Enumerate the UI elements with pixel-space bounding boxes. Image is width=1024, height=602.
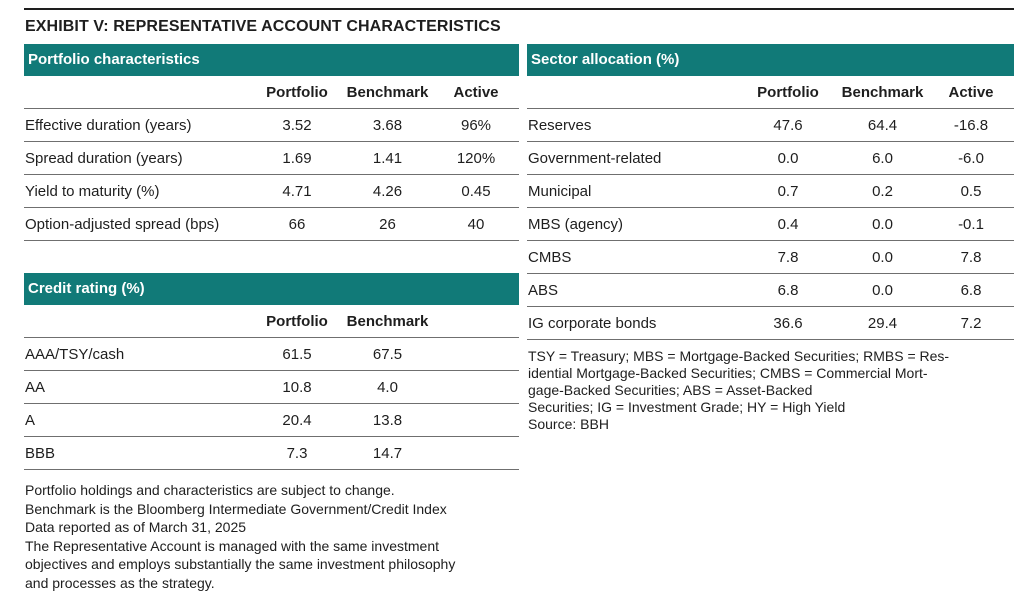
table-row <box>527 175 1014 208</box>
empty-cell <box>433 338 519 371</box>
row-label: Reserves <box>527 109 739 142</box>
sector-abbreviation-notes <box>528 348 1008 433</box>
column-header-blank <box>24 305 252 338</box>
row-label: BBB <box>24 437 252 470</box>
table-row <box>24 109 519 142</box>
footnote-line: objectives and employs substantially the same investment philosophy <box>25 556 456 572</box>
empty-cell <box>433 437 519 470</box>
note-line: idential Mortgage-Backed Securities; CMBS = Commercial Mort- <box>528 365 928 381</box>
portfolio-value: 7.8 <box>739 241 837 274</box>
table-row <box>527 241 1014 274</box>
credit-rating-panel <box>24 273 519 470</box>
active-value: 0.45 <box>433 175 519 208</box>
table-row <box>527 208 1014 241</box>
header-row <box>527 76 1014 109</box>
sector-allocation-title: Sector allocation (%) <box>527 44 1014 76</box>
credit-rating-table <box>24 305 519 470</box>
row-label: Municipal <box>527 175 739 208</box>
header-row <box>24 76 519 109</box>
portfolio-characteristics-title: Portfolio characteristics <box>24 44 519 76</box>
sector-allocation-table <box>527 76 1014 340</box>
benchmark-value: 1.41 <box>342 142 433 175</box>
portfolio-value: 36.6 <box>739 307 837 340</box>
portfolio-characteristics-panel <box>24 44 519 241</box>
portfolio-characteristics-table <box>24 76 519 241</box>
row-label: A <box>24 404 252 437</box>
portfolio-value: 0.0 <box>739 142 837 175</box>
table-row <box>527 274 1014 307</box>
credit-rating-title: Credit rating (%) <box>24 273 519 305</box>
benchmark-value: 26 <box>342 208 433 241</box>
empty-cell <box>433 404 519 437</box>
portfolio-value: 3.52 <box>252 109 342 142</box>
active-value: -16.8 <box>928 109 1014 142</box>
portfolio-value: 0.4 <box>739 208 837 241</box>
table-row <box>527 109 1014 142</box>
column-header-portfolio: Portfolio <box>252 305 342 338</box>
portfolio-value: 4.71 <box>252 175 342 208</box>
benchmark-value: 4.0 <box>342 371 433 404</box>
portfolio-value: 47.6 <box>739 109 837 142</box>
benchmark-value: 29.4 <box>837 307 928 340</box>
footnote-line: The Representative Account is managed with the same investment <box>25 537 439 554</box>
column-header-empty <box>433 305 519 338</box>
active-value: 7.8 <box>928 241 1014 274</box>
column-header-blank <box>24 76 252 109</box>
column-header-active: Active <box>928 76 1014 109</box>
footnotes <box>25 481 520 592</box>
row-label: Option-adjusted spread (bps) <box>24 208 252 241</box>
portfolio-value: 61.5 <box>252 338 342 371</box>
benchmark-value: 64.4 <box>837 109 928 142</box>
portfolio-value: 0.7 <box>739 175 837 208</box>
sector-allocation-panel <box>527 44 1014 340</box>
row-label: IG corporate bonds <box>527 307 739 340</box>
row-label: CMBS <box>527 241 739 274</box>
column-header-portfolio: Portfolio <box>252 76 342 109</box>
note-line: TSY = Treasury; MBS = Mortgage-Backed Securities; RMBS = Res- <box>528 348 950 364</box>
column-header-portfolio: Portfolio <box>739 76 837 109</box>
benchmark-value: 4.26 <box>342 175 433 208</box>
active-value: 120% <box>433 142 519 175</box>
row-label: AA <box>24 371 252 404</box>
footnote-line: Benchmark is the Bloomberg Intermediate Government/Credit Index <box>25 500 447 517</box>
benchmark-value: 0.0 <box>837 241 928 274</box>
active-value: 6.8 <box>928 274 1014 307</box>
table-row <box>24 338 519 371</box>
portfolio-value: 7.3 <box>252 437 342 470</box>
footnote-line: Portfolio holdings and characteristics are subject to change. <box>25 482 395 498</box>
active-value: 96% <box>433 109 519 142</box>
row-label: AAA/TSY/cash <box>24 338 252 371</box>
active-value: -0.1 <box>928 208 1014 241</box>
portfolio-value: 1.69 <box>252 142 342 175</box>
portfolio-value: 10.8 <box>252 371 342 404</box>
benchmark-value: 3.68 <box>342 109 433 142</box>
row-label: MBS (agency) <box>527 208 739 241</box>
benchmark-value: 14.7 <box>342 437 433 470</box>
portfolio-value: 20.4 <box>252 404 342 437</box>
column-header-benchmark: Benchmark <box>342 305 433 338</box>
table-row <box>24 142 519 175</box>
table-row <box>527 142 1014 175</box>
active-value: 0.5 <box>928 175 1014 208</box>
exhibit-title: EXHIBIT V: REPRESENTATIVE ACCOUNT CHARACTERISTICS <box>25 18 501 35</box>
table-row <box>24 404 519 437</box>
row-label: Spread duration (years) <box>24 142 252 175</box>
active-value: 40 <box>433 208 519 241</box>
row-label: ABS <box>527 274 739 307</box>
portfolio-value: 66 <box>252 208 342 241</box>
column-header-blank <box>527 76 739 109</box>
benchmark-value: 67.5 <box>342 338 433 371</box>
table-row <box>24 208 519 241</box>
column-header-benchmark: Benchmark <box>837 76 928 109</box>
portfolio-value: 6.8 <box>739 274 837 307</box>
header-row <box>24 305 519 338</box>
row-label: Effective duration (years) <box>24 109 252 142</box>
table-row <box>527 307 1014 340</box>
column-header-active: Active <box>433 76 519 109</box>
row-label: Yield to maturity (%) <box>24 175 252 208</box>
benchmark-value: 0.2 <box>837 175 928 208</box>
note-line: Securities; IG = Investment Grade; HY = High Yield <box>528 399 846 415</box>
benchmark-value: 0.0 <box>837 208 928 241</box>
source-note: Source: BBH <box>528 416 609 432</box>
active-value: 7.2 <box>928 307 1014 340</box>
footnote-line: and processes as the strategy. <box>25 574 215 591</box>
table-row <box>24 175 519 208</box>
note-line: gage-Backed Securities; ABS = Asset-Backed <box>528 382 813 398</box>
empty-cell <box>433 371 519 404</box>
active-value: -6.0 <box>928 142 1014 175</box>
table-row <box>24 371 519 404</box>
table-row <box>24 437 519 470</box>
top-rule <box>24 8 1014 10</box>
column-header-benchmark: Benchmark <box>342 76 433 109</box>
benchmark-value: 0.0 <box>837 274 928 307</box>
benchmark-value: 13.8 <box>342 404 433 437</box>
row-label: Government-related <box>527 142 739 175</box>
footnote-line: Data reported as of March 31, 2025 <box>25 519 247 535</box>
benchmark-value: 6.0 <box>837 142 928 175</box>
